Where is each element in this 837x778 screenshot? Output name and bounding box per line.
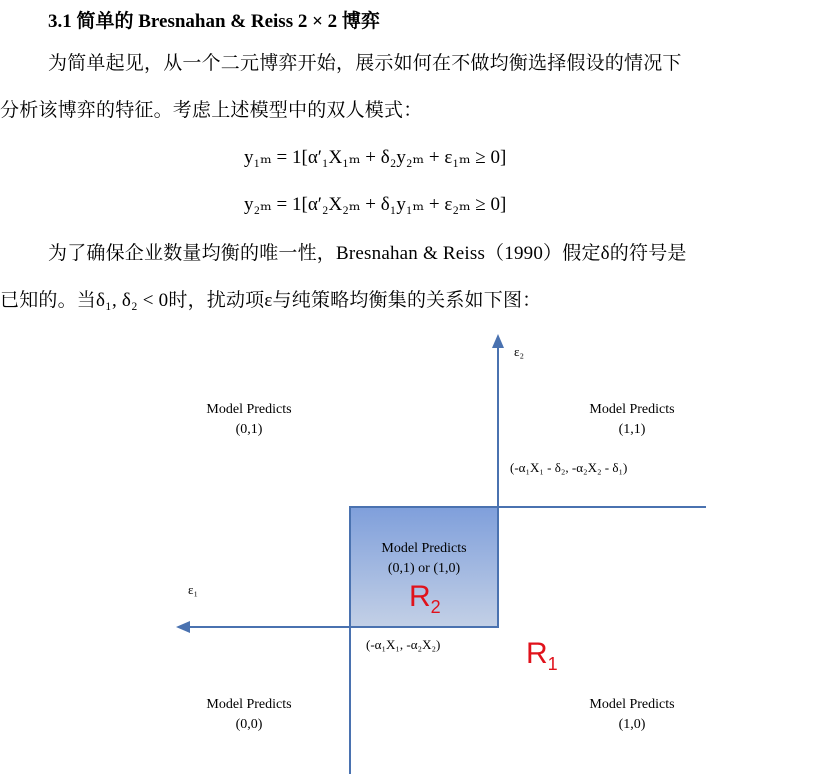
equation-1: y₁ₘ = 1[α′₁X₁ₘ + δ₂y₂ₘ + ε₁ₘ ≥ 0] <box>244 147 507 168</box>
region-r1-sub: 1 <box>547 654 558 674</box>
label-top-right <box>569 400 695 440</box>
section-title: 3.1 简单的 Bresnahan & Reiss 2 × 2 博弈 <box>48 11 380 32</box>
label-center-line1: Model Predicts <box>381 541 467 556</box>
point-upper-label: (-α₁X₁ - δ₂, -α₂X₂ - δ₁) <box>510 460 628 475</box>
region-r1-label <box>526 637 558 675</box>
label-bottom-right <box>569 695 695 735</box>
region-r2-label <box>409 580 441 618</box>
label-top-right-line1: Model Predicts <box>589 402 675 417</box>
label-top-left-line2: (0,1) <box>235 422 263 437</box>
label-bottom-right-line1: Model Predicts <box>589 697 675 712</box>
label-center-line2: (0,1) or (1,0) <box>387 561 461 576</box>
label-top-right-line2: (1,1) <box>618 422 646 437</box>
region-r1-letter: R <box>526 637 548 670</box>
label-top-left-line1: Model Predicts <box>206 402 292 417</box>
arrow-left-icon <box>176 621 190 633</box>
paragraph-line: 已知的。当δ₁, δ₂ < 0时，扰动项ε与纯策略均衡集的关系如下图： <box>0 290 542 311</box>
label-bottom-left <box>186 695 312 735</box>
region-r2-letter: R <box>409 580 431 613</box>
paragraph-line: 分析该博弈的特征。考虑上述模型中的双人模式： <box>0 100 423 121</box>
label-center <box>360 539 488 579</box>
label-bottom-left-line2: (0,0) <box>235 717 263 732</box>
paragraph-line: 为简单起见，从一个二元博弈开始，展示如何在不做均衡选择假设的情况下 <box>48 53 682 74</box>
label-bottom-right-line2: (1,0) <box>618 717 646 732</box>
paragraph-line: 为了确保企业数量均衡的唯一性，Bresnahan & Reiss（1990）假定δ的符号是 <box>48 243 687 264</box>
point-lower-label: (-α₁X₁, -α₂X₂) <box>366 637 441 652</box>
axis-label-e2: ε₂ <box>514 344 524 359</box>
label-bottom-left-line1: Model Predicts <box>206 697 292 712</box>
equation-2: y₂ₘ = 1[α′₂X₂ₘ + δ₁y₁ₘ + ε₂ₘ ≥ 0] <box>244 194 507 215</box>
equilibrium-figure <box>168 326 715 778</box>
label-top-left <box>186 400 312 440</box>
axis-label-e1: ε₁ <box>188 582 198 597</box>
region-r2-sub: 2 <box>430 597 441 617</box>
arrow-up-icon <box>492 334 504 348</box>
